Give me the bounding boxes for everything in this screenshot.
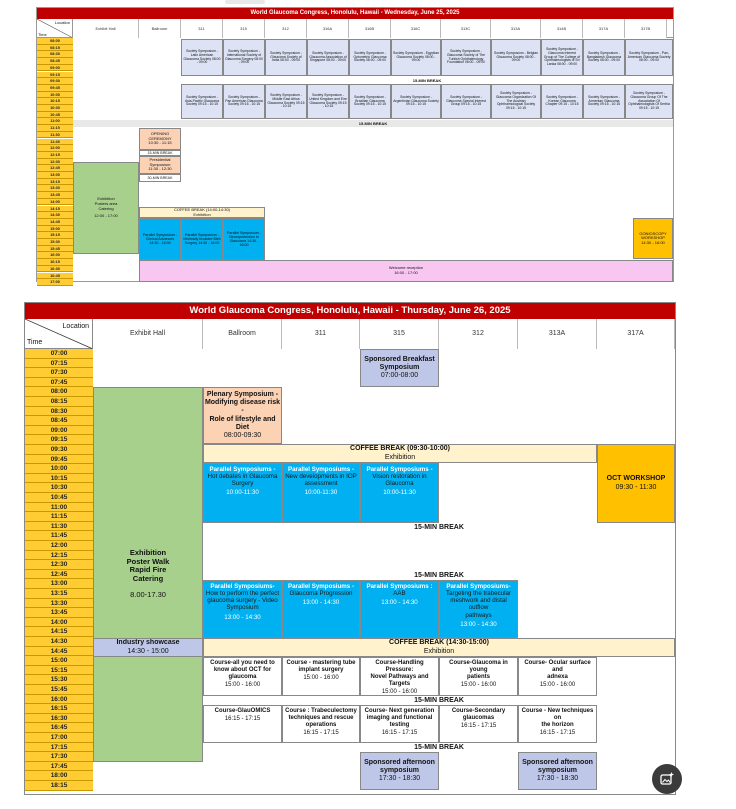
wed-time-cell: 13:45 [37, 192, 73, 199]
wed-society-symposium[interactable]: Society Symposium - Optometric Glaucoma Society 08:00 - 09:00 [349, 39, 391, 76]
course-time: 16:15 - 17:15 [539, 729, 576, 736]
wed-society-symposium[interactable]: Society Symposium - Egyptian Glaucoma Society 08:00 - 09:00 [391, 39, 441, 76]
parallel-time: 13:00 - 14:30 [381, 599, 418, 607]
coffee2-title: COFFEE BREAK (14:30-15:00) [389, 639, 489, 647]
breakfast-time: 07:00-08:00 [380, 372, 419, 380]
course-line2: techniques and rescue [288, 714, 354, 721]
coffee1-sub: Exhibition [384, 453, 416, 461]
wednesday-header-row [37, 19, 673, 38]
wed-break-4: 30-MIN BREAK [139, 174, 181, 182]
wed-time-cell: 12:30 [37, 159, 73, 166]
wed-time-cell: 16:30 [37, 266, 73, 273]
presidential-time: 11:30 - 12:30 [148, 166, 172, 172]
course-time: 15:00 - 16:00 [303, 674, 339, 681]
thu-time-cell: 17:30 [25, 752, 93, 762]
thu-time-cell: 09:30 [25, 445, 93, 455]
parallel-time: 10:00-11:30 [383, 489, 416, 497]
course-line2: adnexa [547, 673, 568, 680]
wed-society-symposium[interactable]: Society Symposium - Asia-Pacific Glaucoma Society 09:15 - 10:15 [181, 84, 223, 119]
afternoon2-line2: symposium [538, 766, 577, 774]
plenary-line3: Role of lifestyle and Diet [209, 415, 276, 431]
wed-parallel-symposium[interactable]: Parallel Symposium - Clinical Advances 14:30 - 16:00 [139, 218, 181, 260]
corner-location-label: Location [54, 20, 70, 25]
industry-title: Industry showcase [116, 639, 180, 647]
corner-cell [37, 19, 73, 38]
wed-time-cell: 14:45 [37, 219, 73, 226]
thu-time-cell: 13:45 [25, 608, 93, 618]
course-time: 16:15 - 17:15 [224, 715, 261, 722]
wed-break-3: 15-MIN BREAK [139, 150, 181, 156]
industry-time: 14:30 - 15:00 [127, 647, 169, 655]
parallel-line4: Symposium [226, 604, 259, 612]
parallel-line2: New developments in IOP [285, 473, 357, 481]
wed-col-header: 313C [441, 19, 491, 38]
parallel-time: 13:00 - 14:30 [302, 599, 340, 607]
wed-col-header: Exhibit Hall [73, 19, 139, 38]
thu-time-cell: 09:45 [25, 455, 93, 465]
wed-break-2: 15-MIN BREAK [73, 120, 673, 127]
afternoon2-time: 17:30 - 18:30 [536, 775, 579, 783]
thu-time-cell: 07:00 [25, 349, 93, 359]
wed-time-cell: 08:00 [37, 38, 73, 45]
course-line1: Course - New techniques on [521, 708, 594, 721]
wed-exhibition-time: 12:00 - 17:00 [94, 213, 118, 219]
wed-col-header: 314B [541, 19, 583, 38]
wed-time-cell: 15:00 [37, 226, 73, 233]
course-line2: implant surgery [298, 666, 344, 673]
thu-coffee-break-1 [203, 444, 597, 463]
wed-coffee-title: COFFEE BREAK (14:00-14:30) [173, 207, 231, 212]
wed-col-header: 315 [223, 19, 265, 38]
oct-time: 09:30 - 11:30 [615, 483, 657, 491]
wed-time-cell: 11:00 [37, 118, 73, 125]
thu-exhibition[interactable] [93, 387, 203, 762]
corner-time-label: Time [38, 32, 47, 37]
plenary-time: 08:00-09:30 [223, 431, 262, 439]
thu-course[interactable] [360, 657, 439, 696]
wed-parallel-symposium[interactable]: Parallel Symposium - Minimally Invasive Bleb Surgery 14:30 - 16:00 [181, 218, 223, 260]
thu-course[interactable] [282, 705, 360, 743]
thu-time-cell: 09:00 [25, 426, 93, 436]
thu-corner-time: Time [27, 339, 43, 346]
wed-society-symposium[interactable]: Society Symposium - Argentinian Glaucoma Society 09:15 - 10:15 [391, 84, 441, 119]
parallel-line1: Parallel Symposiums - [366, 466, 433, 473]
thu-corner-location: Location [62, 323, 89, 330]
course-time: 16:15 - 17:15 [381, 729, 418, 736]
parallel-line1: Parallel Symposiums - [209, 466, 276, 473]
coffee1-title: COFFEE BREAK (09:30-10:00) [350, 445, 450, 453]
thu-exhibition-time: 8.00-17.30 [130, 590, 166, 600]
parallel-line3: meshwork and distal outflow [450, 597, 507, 612]
wed-society-symposium[interactable]: Society Symposium - Latin American Glaucoma Society 08:00 - 09:00 [181, 39, 223, 76]
wed-time-cell: 08:30 [37, 51, 73, 58]
oct-title: OCT WORKSHOP [606, 475, 666, 483]
wed-society-symposium[interactable]: Society Symposium - Armenian Glaucoma Society 09:15 - 10:15 [583, 84, 625, 119]
wed-society-symposium[interactable]: Society Symposium - Korean Glaucoma Chapter 09:15 - 10:15 [541, 84, 583, 119]
thu-exhibition-line2: Poster Walk [126, 556, 170, 566]
thu-course[interactable] [203, 705, 282, 743]
parallel-time: 10:00-11:30 [226, 489, 259, 497]
wed-time-cell: 15:30 [37, 239, 73, 246]
wed-time-cell: 14:30 [37, 212, 73, 219]
oct-workshop[interactable] [597, 444, 675, 523]
wed-time-cell: 12:45 [37, 165, 73, 172]
thu-time-cell: 16:30 [25, 714, 93, 724]
parallel-line3: Surgery [231, 480, 254, 488]
thu-time-cell: 12:30 [25, 560, 93, 570]
course-line1: Course-Handling Pressure: [375, 660, 424, 673]
parallel-line1: Parallel Symposiums- [446, 583, 511, 590]
thu-course[interactable] [282, 657, 360, 696]
wed-exhibition[interactable] [73, 162, 139, 254]
wed-society-symposium[interactable]: Society Symposium - Glaucoma Interest Group of The College of Ophthalmologists of Sri Lanka 08:00 - 09:00 [541, 39, 583, 76]
thu-col-header: 315 [360, 319, 439, 349]
thu-time-cell: 15:00 [25, 656, 93, 666]
thu-col-header: Exhibit Hall [93, 319, 203, 349]
thu-time-cell: 15:45 [25, 685, 93, 695]
wed-time-cell: 08:45 [37, 58, 73, 65]
thu-time-cell: 10:00 [25, 464, 93, 474]
breakfast-line2: Symposium [379, 363, 420, 371]
thu-break-4: 15-MIN BREAK [203, 743, 675, 752]
course-time: 15:00 - 16:00 [539, 681, 576, 688]
wed-col-header: 316C [391, 19, 441, 38]
wed-coffee-sub: Exhibition [193, 211, 211, 217]
course-line1: Course-GlauOMICS [214, 708, 271, 714]
thu-time-cell: 07:15 [25, 359, 93, 369]
parallel-line2: Vision restoration in [372, 473, 427, 481]
course-line1: Course-Secondary [451, 708, 506, 714]
parallel-line1: Parallel Symposiums - [287, 466, 355, 473]
afternoon2-line1: Sponsored afternoon [522, 758, 593, 766]
scroll-fade [225, 0, 265, 4]
opening-title: OPENING CEREMONY [148, 131, 172, 141]
thu-time-cell: 08:30 [25, 407, 93, 417]
thu-time-cell: 14:30 [25, 637, 93, 647]
wed-society-symposium[interactable]: Society Symposium - Glaucoma Association of Singapore 08:00 - 09:00 [307, 39, 349, 76]
wed-time-cell: 16:45 [37, 273, 73, 280]
thu-time-cell: 11:00 [25, 503, 93, 513]
thu-time-cell: 09:15 [25, 435, 93, 445]
wed-time-cell: 11:30 [37, 132, 73, 139]
course-time: 16:15 - 17:15 [303, 729, 339, 736]
wed-time-cell: 15:45 [37, 246, 73, 253]
thu-corner-cell [25, 319, 93, 349]
wednesday-schedule [36, 7, 674, 285]
welcome-title: Welcome reception [388, 265, 424, 271]
thu-time-cell: 18:15 [25, 781, 93, 791]
wed-parallel-symposium[interactable]: Parallel Symposium - Neuroprotection in Glaucoma 14:30 - 16:00 [223, 218, 265, 260]
thu-col-header: 317A [597, 319, 675, 349]
thu-course[interactable] [518, 705, 597, 743]
parallel-line2: Targeting the trabecular [445, 590, 511, 598]
course-line2: the horizon [541, 721, 574, 728]
wed-time-cell: 11:15 [37, 125, 73, 132]
course-line2: imaging and functional [366, 714, 433, 721]
parallel-line4: pathways [465, 611, 492, 619]
add-photo-sparkle-button[interactable] [652, 764, 682, 794]
parallel-line1: Parallel Symposiums : [366, 583, 433, 590]
wed-society-symposium[interactable]: Society Symposium - Pan American Glaucoma Society 09:15 - 10:15 [223, 84, 265, 119]
course-line1: Course- Ocular surface and [524, 660, 591, 673]
wed-time-cell: 12:00 [37, 145, 73, 152]
thu-time-cell: 16:15 [25, 704, 93, 714]
course-line2: know about OCT for [213, 666, 272, 673]
industry-showcase[interactable] [93, 638, 203, 657]
wed-society-symposium[interactable]: Society Symposium - Glaucoma Organization Of The Austrian Ophthalmological Society 09:15 - 10:15 [491, 84, 541, 119]
wed-society-symposium[interactable]: Society Symposium - Bangladesh Glaucoma Society 08:00 - 09:00 [583, 39, 625, 76]
thu-time-cell: 13:30 [25, 599, 93, 609]
thu-course[interactable] [518, 657, 597, 696]
gonioscopy-time: 14:30 - 16:00 [641, 239, 665, 245]
wed-col-header: 316B [349, 19, 391, 38]
parallel-line2: AAB [393, 590, 406, 598]
welcome-time: 16:00 - 17:00 [394, 270, 418, 275]
thu-time-cell: 07:30 [25, 368, 93, 378]
course-line1: Course - mastering tube [286, 660, 356, 666]
course-line1: Course-Glaucoma in young [449, 660, 508, 673]
wed-time-cell: 16:15 [37, 259, 73, 266]
wed-time-cell: 12:15 [37, 152, 73, 159]
wed-time-cell: 10:30 [37, 105, 73, 112]
wed-time-cell: 09:30 [37, 78, 73, 85]
course-line3: Targets [388, 680, 411, 687]
parallel-time: 10:00-11:30 [304, 489, 338, 497]
thu-time-cell: 10:15 [25, 474, 93, 484]
thu-time-cell: 16:00 [25, 695, 93, 705]
thu-exhibition-line3: Rapid Fire [129, 565, 167, 575]
breakfast-line1: Sponsored Breakfast [364, 355, 435, 363]
wed-time-cell: 10:00 [37, 92, 73, 99]
wed-society-symposium[interactable]: Society Symposium - Glaucoma Group Of The Association Of Ophthalmologists Of Serbia 09:15 - 10:15 [625, 84, 673, 119]
thu-time-cell: 08:15 [25, 397, 93, 407]
wed-col-header: 312 [265, 19, 307, 38]
thursday-schedule [24, 302, 676, 795]
wed-society-symposium[interactable]: Society Symposium - Glaucoma Special Interest Group 09:15 - 10:15 [441, 84, 491, 119]
sponsored-afternoon-symposium-315[interactable] [360, 752, 439, 790]
course-line2: Novel Pathways and [370, 673, 429, 680]
thursday-header-row [25, 319, 675, 349]
wed-exhibition-line1: Exhibition [97, 196, 115, 202]
wed-time-cell: 10:15 [37, 98, 73, 105]
parallel-line2: How to perform the perfect [205, 590, 280, 598]
thu-time-cell: 12:45 [25, 570, 93, 580]
wed-time-cell: 15:15 [37, 232, 73, 239]
sponsored-breakfast-symposium[interactable] [360, 349, 439, 387]
add-photo-sparkle-icon [659, 771, 675, 787]
thu-time-cell: 15:30 [25, 675, 93, 685]
wed-society-symposium[interactable]: Society Symposium - Middle East Africa Glaucoma Society 09:15 - 10:15 [265, 84, 307, 119]
thu-time-cell: 08:00 [25, 387, 93, 397]
wed-coffee-break [139, 207, 265, 218]
course-line3: glaucoma [228, 673, 257, 680]
parallel-line1: Parallel Symposiums- [210, 583, 275, 590]
wed-col-header: 317B [625, 19, 667, 38]
thu-exhibition-line1: Exhibition [129, 547, 167, 557]
afternoon1-line2: symposium [380, 766, 419, 774]
parallel-time: 13:00 - 14:30 [460, 620, 497, 628]
wed-col-header: 313A [491, 19, 541, 38]
course-line1: Course-all you need to [210, 660, 275, 666]
parallel-line3: glaucoma surgery - Video [207, 597, 278, 605]
wed-exhibition-line2: Posters area [94, 200, 118, 206]
gonioscopy-workshop[interactable] [633, 218, 673, 259]
welcome-reception[interactable] [139, 260, 673, 282]
thu-parallel-symposium[interactable] [360, 463, 439, 523]
parallel-line1: Parallel Symposiums - [287, 583, 355, 590]
course-line1: Course : Trabeculectomy [285, 708, 357, 714]
wed-time-cell: 16:00 [37, 252, 73, 259]
course-time: 15:00 - 16:00 [460, 681, 497, 688]
wed-col-header: 317A [583, 19, 625, 38]
thu-time-cell: 11:15 [25, 512, 93, 522]
thu-time-cell: 12:15 [25, 551, 93, 561]
wed-time-cell: 17:00 [37, 279, 73, 286]
course-line1: Course- Next generation [364, 708, 435, 714]
plenary-line1: Plenary Symposium - [206, 391, 279, 399]
thu-time-cell: 14:15 [25, 627, 93, 637]
thu-time-cell: 10:45 [25, 493, 93, 503]
wed-time-cell: 09:15 [37, 72, 73, 79]
thu-time-cell: 07:45 [25, 378, 93, 388]
wed-society-symposium[interactable]: Society Symposium - International Society of Glaucoma Surgery 08:00 - 09:00 [223, 39, 265, 76]
wed-break-1: 15-MIN BREAK [181, 77, 673, 84]
parallel-line2: Hot debates in Glaucoma [207, 473, 278, 481]
thu-time-cell: 14:00 [25, 618, 93, 628]
wed-time-cell: 13:15 [37, 179, 73, 186]
thu-parallel-symposium[interactable] [203, 463, 282, 523]
wed-society-symposium[interactable]: Society Symposium - Glaucoma Society of India 08:00 - 09:00 [265, 39, 307, 76]
wed-time-cell: 09:00 [37, 65, 73, 72]
parallel-time: 13:00 - 14:30 [224, 613, 261, 621]
sponsored-afternoon-symposium-313a[interactable] [518, 752, 597, 790]
presidential-title: Presidential Symposium [149, 157, 171, 167]
wed-society-symposium[interactable]: Society Symposium - Pan-American Glaucoma Society 08:00 - 09:00 [625, 39, 673, 76]
wednesday-title: World Glaucoma Congress, Honolulu, Hawaii - Wednesday, June 25, 2025 [37, 8, 673, 19]
course-time: 16:15 - 17:15 [460, 722, 497, 729]
thu-time-cell: 11:45 [25, 531, 93, 541]
thu-col-header: Ballroom [203, 319, 282, 349]
wed-col-header: 316A [307, 19, 349, 38]
wed-time-cell: 10:45 [37, 112, 73, 119]
parallel-line3: assessment [304, 480, 338, 488]
wed-col-header: 311 [181, 19, 223, 38]
thu-time-cell: 14:45 [25, 647, 93, 657]
course-time: 15:00 - 16:00 [381, 688, 418, 695]
thu-time-cell: 17:15 [25, 743, 93, 753]
opening-ceremony[interactable] [139, 128, 181, 150]
gonioscopy-title: GONIOSCOPY WORKSHOP [639, 230, 667, 241]
thu-time-cell: 12:00 [25, 541, 93, 551]
thu-course[interactable] [203, 657, 282, 696]
thu-time-cell: 18:00 [25, 771, 93, 781]
thu-break-3: 15-MIN BREAK [203, 696, 675, 705]
wed-society-symposium[interactable]: Society Symposium - Belgian Glaucoma Society 08:00 - 09:00 [491, 39, 541, 76]
wed-time-cell: 13:00 [37, 172, 73, 179]
parallel-line2: Glaucoma Progression [289, 590, 353, 598]
thu-time-cell: 08:45 [25, 416, 93, 426]
thu-col-header: 313A [518, 319, 597, 349]
thu-course[interactable] [439, 657, 518, 696]
parallel-line3: Glaucoma [385, 480, 414, 488]
thu-break-1: 15-MIN BREAK [203, 523, 675, 532]
thursday-title: World Glaucoma Congress, Honolulu, Hawaii - Thursday, June 26, 2025 [25, 303, 675, 319]
wed-time-cell: 14:00 [37, 199, 73, 206]
presidential-symposium[interactable] [139, 156, 181, 174]
course-line3: testing [389, 721, 410, 728]
coffee2-sub: Exhibition [423, 647, 455, 655]
wed-col-header: Ballroom [139, 19, 181, 38]
thu-parallel-symposium[interactable] [282, 463, 360, 523]
wed-society-symposium[interactable]: Society Symposium - United Kingdom and Eire Glaucoma Society 09:15 - 10:15 [307, 84, 349, 119]
thu-time-cell: 17:00 [25, 733, 93, 743]
course-time: 15:00 - 16:00 [224, 681, 261, 688]
thu-time-cell: 11:30 [25, 522, 93, 532]
thu-col-header: 312 [439, 319, 518, 349]
wed-exhibition-line3: Catering [98, 205, 114, 211]
thu-course[interactable] [439, 705, 518, 743]
thu-time-cell: 13:15 [25, 589, 93, 599]
afternoon1-time: 17:30 - 18:30 [378, 775, 421, 783]
thu-course[interactable] [360, 705, 439, 743]
thu-exhibition-line4: Catering [132, 573, 164, 583]
afternoon1-line1: Sponsored afternoon [364, 758, 435, 766]
wed-society-symposium[interactable]: Society Symposium - Brazilian Glaucoma Society 09:15 - 10:15 [349, 84, 391, 119]
thu-col-header: 311 [282, 319, 360, 349]
thu-parallel-symposium[interactable] [203, 580, 282, 638]
thu-time-cell: 17:45 [25, 762, 93, 772]
thu-time-cell: 15:15 [25, 666, 93, 676]
wed-time-cell: 08:15 [37, 45, 73, 52]
wed-time-cell: 14:15 [37, 206, 73, 213]
wed-society-symposium[interactable]: Society Symposium - Glaucoma Society of The Turkish Ophthalmology Foundation 08:00 - 09:00 [441, 39, 491, 76]
thu-parallel-symposium[interactable] [282, 580, 360, 638]
wed-time-cell: 09:45 [37, 85, 73, 92]
course-line2: glaucomas [462, 714, 495, 721]
thu-coffee-break-2 [203, 638, 675, 657]
thu-time-cell: 13:00 [25, 579, 93, 589]
thu-parallel-symposium[interactable] [360, 580, 439, 638]
plenary-line2: Modifying disease risk - [204, 399, 281, 415]
thu-parallel-symposium[interactable] [439, 580, 518, 638]
thu-time-cell: 16:45 [25, 723, 93, 733]
wed-time-cell: 11:45 [37, 139, 73, 146]
thu-break-2: 15-MIN BREAK [203, 571, 675, 580]
wed-time-cell: 13:30 [37, 185, 73, 192]
course-line2: patients [466, 673, 490, 680]
plenary-symposium[interactable] [203, 387, 282, 444]
opening-time: 10:30 - 11:15 [148, 140, 172, 146]
thu-time-cell: 10:30 [25, 483, 93, 493]
course-line3: operations [305, 721, 337, 728]
